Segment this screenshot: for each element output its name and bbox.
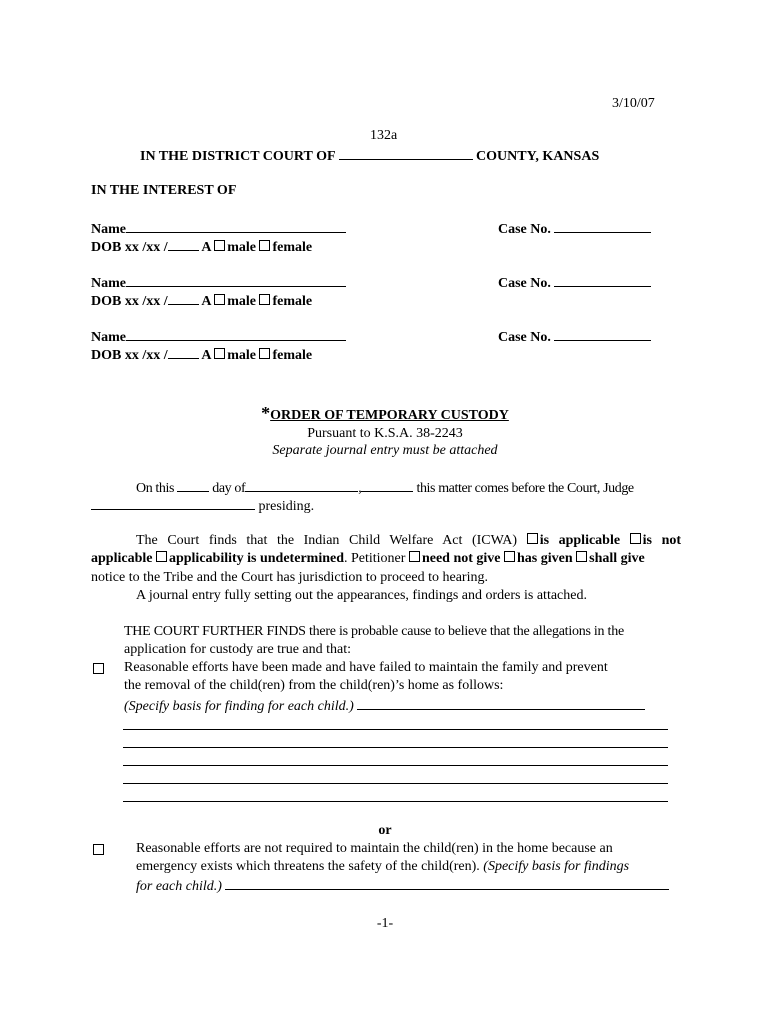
female-checkbox[interactable] [259, 294, 270, 305]
shall-give-checkbox[interactable] [576, 551, 587, 562]
court-suffix: COUNTY, KANSAS [476, 149, 600, 164]
for-each-child-label: for each child.) [136, 879, 222, 894]
icwa-line-2 [91, 550, 645, 568]
option-2-line-3 [136, 876, 669, 896]
court-prefix: IN THE DISTRICT COURT OF [140, 149, 336, 164]
on-this-label: On this [136, 481, 175, 496]
female-label: female [272, 294, 313, 309]
applicable-label: applicable [91, 551, 153, 566]
need-not-give-checkbox[interactable] [409, 551, 420, 562]
asterisk: * [261, 403, 271, 423]
case-label: Case No. [498, 222, 551, 237]
name-blank[interactable] [126, 273, 346, 287]
icwa-line-4: A journal entry fully setting out the appearances, findings and orders is attached. [136, 588, 587, 603]
female-checkbox[interactable] [259, 348, 270, 359]
case-number-blank[interactable] [554, 219, 651, 233]
male-checkbox[interactable] [214, 240, 225, 251]
female-label: female [272, 240, 313, 255]
option-1-line-2: the removal of the child(ren) from the child(ren)’s home as follows: [124, 678, 504, 693]
icwa-text: The Court finds that the Indian Child Welfare Act (ICWA) [136, 533, 518, 548]
child-1-name-row [91, 219, 346, 239]
icwa-applicable-checkbox[interactable] [527, 533, 538, 544]
name-label: Name [91, 222, 126, 237]
day-of-label: day of [212, 481, 246, 496]
form-number: 132a [370, 128, 398, 143]
child-2-dob-row [91, 291, 312, 311]
name-label: Name [91, 330, 126, 345]
dob-year-blank[interactable] [168, 345, 199, 359]
hearing-line [136, 478, 634, 498]
male-checkbox[interactable] [214, 348, 225, 359]
petitioner-label: . Petitioner [344, 551, 406, 566]
male-label: male [227, 294, 256, 309]
female-label: female [272, 348, 313, 363]
a-label: A [201, 240, 211, 255]
option-1-specify-row [124, 696, 645, 716]
dob-label: DOB xx /xx / [91, 294, 168, 309]
a-label: A [201, 348, 211, 363]
dob-label: DOB xx /xx / [91, 240, 168, 255]
child-3-name-row [91, 327, 346, 347]
dob-year-blank[interactable] [168, 291, 199, 305]
findings-line-1: THE COURT FURTHER FINDS there is probable cause to believe that the allegations in the [124, 624, 624, 639]
comma: , [358, 481, 362, 496]
case-label: Case No. [498, 330, 551, 345]
icwa-line-3: notice to the Tribe and the Court has jurisdiction to proceed to hearing. [91, 570, 488, 585]
or-separator: or [378, 823, 392, 838]
option-2-line-1: Reasonable efforts are not required to maintain the child(ren) in the home because an [136, 841, 613, 856]
comes-before-text: this matter comes before the Court, Judge [416, 481, 634, 496]
child-2-name-row [91, 273, 346, 293]
a-label: A [201, 294, 211, 309]
order-title-text: ORDER OF TEMPORARY CUSTODY [270, 408, 509, 423]
reasonable-efforts-made-checkbox[interactable] [93, 663, 104, 674]
page-number: -1- [376, 916, 394, 931]
case-number-blank[interactable] [554, 327, 651, 341]
county-blank[interactable] [339, 146, 473, 160]
case-label: Case No. [498, 276, 551, 291]
case-number-blank[interactable] [554, 273, 651, 287]
male-label: male [227, 348, 256, 363]
dob-year-blank[interactable] [168, 237, 199, 251]
document-date: 3/10/07 [612, 96, 655, 111]
emergency-text: emergency exists which threatens the safety of the child(ren). [136, 859, 484, 874]
presiding-label: presiding. [258, 499, 315, 514]
option-2-line-2 [136, 858, 629, 876]
name-blank[interactable] [126, 327, 346, 341]
judge-blank[interactable] [91, 496, 255, 510]
has-given-label: has given [517, 551, 573, 566]
day-blank[interactable] [177, 478, 209, 492]
name-label: Name [91, 276, 126, 291]
child-3-case-row [498, 327, 651, 347]
order-title [200, 404, 570, 425]
statute-reference: Pursuant to K.S.A. 38-2243 [307, 426, 463, 441]
child-2-case-row [498, 273, 651, 293]
basis-blank-3[interactable] [123, 747, 668, 748]
icwa-undetermined-checkbox[interactable] [156, 551, 167, 562]
option-2-basis-blank[interactable] [225, 876, 669, 890]
is-not-label: is not [642, 533, 682, 548]
findings-line-2: application for custody are true and that: [124, 642, 352, 657]
journal-entry-note: Separate journal entry must be attached [272, 443, 498, 458]
child-1-dob-row [91, 237, 312, 257]
basis-blank-5[interactable] [123, 783, 668, 784]
need-not-give-label: need not give [421, 551, 501, 566]
interest-of-heading: IN THE INTEREST OF [91, 183, 237, 198]
male-label: male [227, 240, 256, 255]
basis-blank-2[interactable] [123, 729, 668, 730]
basis-blank-4[interactable] [123, 765, 668, 766]
child-3-dob-row [91, 345, 312, 365]
basis-blank-6[interactable] [123, 801, 668, 802]
court-heading [140, 146, 599, 166]
presiding-line [91, 496, 314, 516]
female-checkbox[interactable] [259, 240, 270, 251]
male-checkbox[interactable] [214, 294, 225, 305]
specify-basis-label: (Specify basis for finding for each child.) [124, 699, 354, 714]
specify-basis-findings-label: (Specify basis for findings [483, 859, 630, 874]
efforts-not-required-checkbox[interactable] [93, 844, 104, 855]
year-blank[interactable] [361, 478, 413, 492]
name-blank[interactable] [126, 219, 346, 233]
icwa-not-applicable-checkbox[interactable] [630, 533, 641, 544]
shall-give-label: shall give [589, 551, 645, 566]
has-given-checkbox[interactable] [504, 551, 515, 562]
basis-blank-1[interactable] [357, 696, 645, 710]
month-blank[interactable] [245, 478, 358, 492]
icwa-line-1 [136, 532, 681, 550]
dob-label: DOB xx /xx / [91, 348, 168, 363]
child-1-case-row [498, 219, 651, 239]
option-1-line-1: Reasonable efforts have been made and have failed to maintain the family and prevent [124, 660, 608, 675]
is-applicable-label: is applicable [539, 533, 621, 548]
undetermined-label: applicability is undetermined [168, 551, 344, 566]
